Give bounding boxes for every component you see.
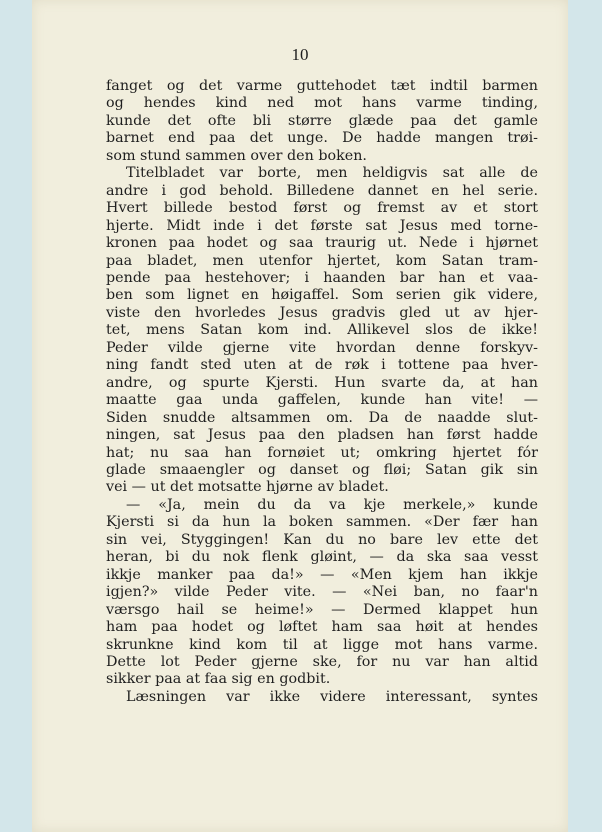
text-line: vei — ut det motsatte hjørne av bladet. — [106, 479, 389, 496]
text-line: ben som lignet en høigaffel. Som serien gik videre, — [106, 287, 538, 304]
text-line: Peder vilde gjerne vite hvordan denne forskyv- — [106, 339, 538, 356]
text-line: sin vei, Styggingen! Kan du no bare lev ette det — [106, 531, 538, 548]
text-line: hjerte. Midt inde i det første sat Jesus med torne- — [106, 217, 538, 234]
text-line: kunde det ofte bli større glæde paa det gamle — [106, 112, 538, 129]
text-line: maatte gaa unda gaffelen, kunde han vite! — — [106, 392, 538, 409]
text-line: som stund sammen over den boken. — [106, 147, 367, 164]
text-line: sikker paa at faa sig en godbit. — [106, 671, 331, 688]
text-line: igjen?» vilde Peder vite. — «Nei ban, no faar'n — [106, 584, 538, 601]
text-line: ningen, sat Jesus paa den pladsen han først hadde — [106, 427, 538, 444]
text-line: heran, bi du nok flenk gløint, — da ska saa vesst — [106, 549, 538, 566]
text-line: tet, mens Satan kom ind. Allikevel slos de ikke! — [106, 322, 538, 339]
text-line: Hvert billede bestod først og fremst av et stort — [106, 200, 538, 217]
text-line: pende paa hestehover; i haanden bar han et vaa- — [106, 269, 538, 286]
text-line: hat; nu saa han fornøiet ut; omkring hjertet fór — [106, 444, 538, 461]
text-line: kronen paa hodet og saa traurig ut. Nede i hjørnet — [106, 235, 538, 252]
text-line: andre i god behold. Billedene dannet en hel serie. — [106, 182, 538, 199]
text-line: Læsningen var ikke videre interessant, syntes — [126, 688, 538, 705]
text-line: ikkje manker paa da!» — «Men kjem han ikkje — [106, 566, 538, 583]
text-line: — «Ja, mein du da va kje merkele,» kunde — [126, 496, 538, 513]
text-line: Dette lot Peder gjerne ske, for nu var han altid — [106, 653, 538, 670]
text-line: og hendes kind ned mot hans varme tinding, — [106, 95, 538, 112]
text-line: værsgo hail se heime!» — Dermed klappet hun — [106, 601, 538, 618]
text-line: glade smaaengler og danset og fløi; Satan gik sin — [106, 461, 538, 478]
text-line: Titelbladet var borte, men heldigvis sat alle de — [126, 165, 538, 182]
text-line: viste den hvorledes Jesus gradvis gled ut av hjer- — [106, 304, 538, 321]
book-page — [32, 0, 568, 832]
text-line: ning fandt sted uten at de røk i tottene paa hver- — [106, 357, 538, 374]
page-number: 10 — [291, 45, 309, 64]
text-line: barnet end paa det unge. De hadde mangen trøi- — [106, 130, 538, 147]
body-text — [106, 78, 538, 706]
text-line: skrunkne kind kom til at ligge mot hans varme. — [106, 636, 538, 653]
text-line: Siden snudde altsammen om. Da de naadde slut- — [106, 409, 538, 426]
text-line: fanget og det varme guttehodet tæt indtil barmen — [106, 78, 538, 94]
text-line: Kjersti si da hun la boken sammen. «Der fær han — [106, 514, 538, 531]
text-line: andre, og spurte Kjersti. Hun svarte da, at han — [106, 374, 538, 391]
text-line: paa bladet, men utenfor hjertet, kom Satan tram- — [106, 252, 538, 269]
text-line: ham paa hodet og løftet ham saa høit at hendes — [106, 619, 538, 636]
